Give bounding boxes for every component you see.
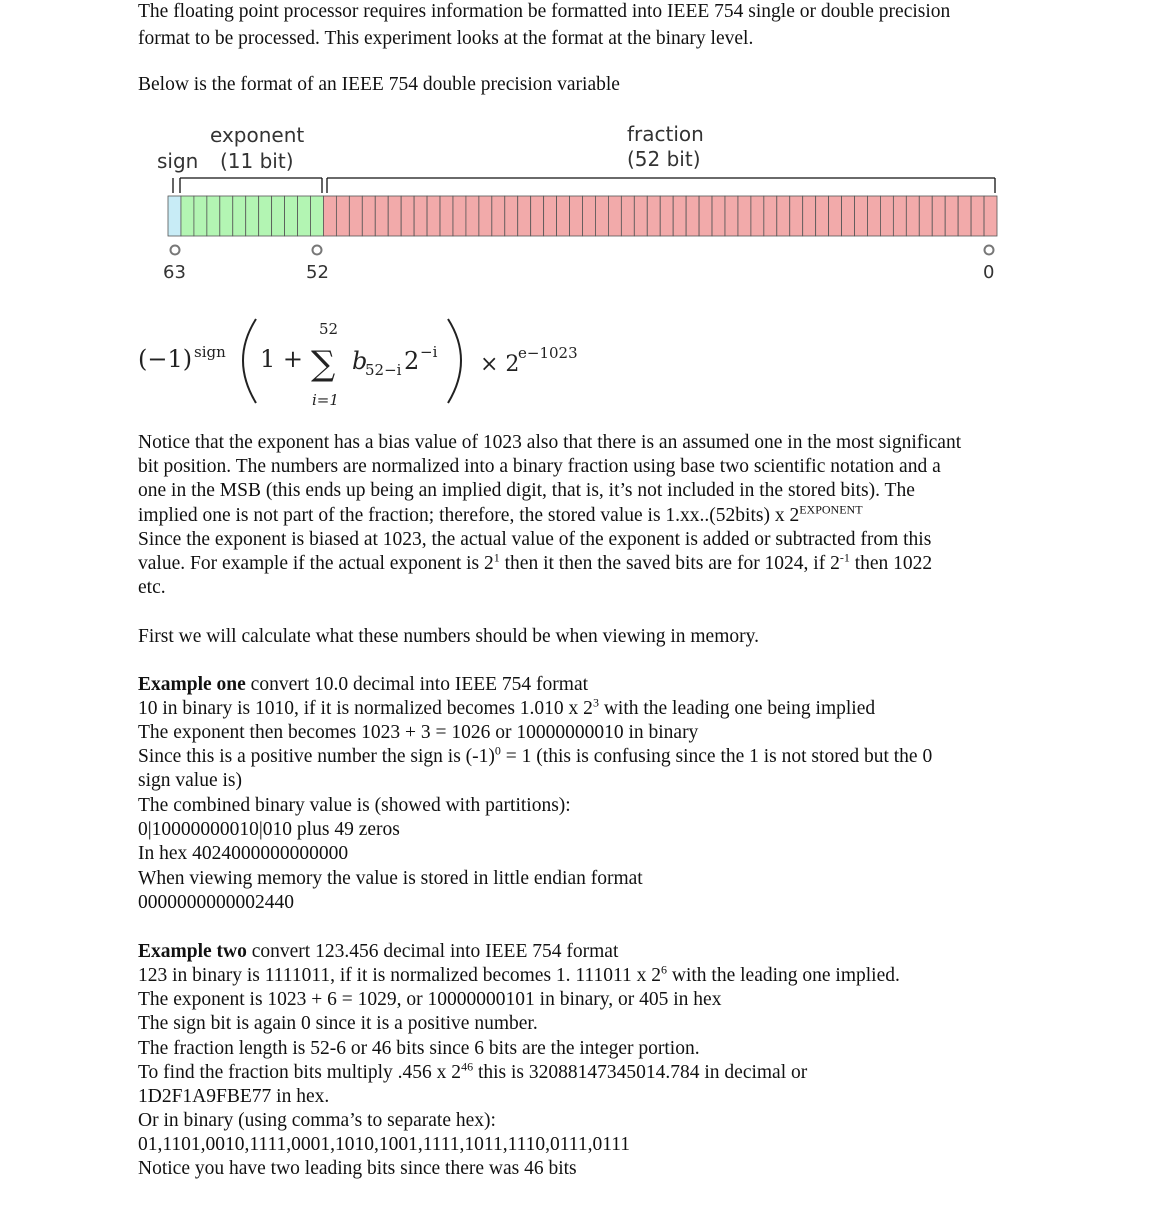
exponent-bit-cell: [207, 196, 220, 236]
sign-bit-cell: [168, 196, 181, 236]
fraction-bit-cell: [855, 196, 868, 236]
bit-63-label: 63: [163, 262, 186, 283]
fraction-bit-cell: [440, 196, 453, 236]
exponent-bit-cell: [285, 196, 298, 236]
fraction-bit-cell: [673, 196, 686, 236]
exponent-bit-cell: [181, 196, 194, 236]
example-two-l6b: this is 32088147345014.784 in decimal or: [473, 1062, 808, 1083]
notice-sup-2: -1: [839, 550, 850, 565]
fraction-bit-cell: [945, 196, 958, 236]
ieee754-bit-diagram: [150, 115, 1010, 290]
example-one-l4b: = 1 (this is confusing since the 1 is not stored but the 0: [500, 746, 933, 767]
fraction-bit-cell: [466, 196, 479, 236]
example-two-line-7: 1D2F1A9FBE77 in hex.: [138, 1086, 330, 1107]
fraction-bit-cell: [492, 196, 505, 236]
format-heading: Below is the format of an IEEE 754 double precision variable: [138, 74, 620, 95]
fraction-bit-cell: [738, 196, 751, 236]
exponent-bit-cell: [246, 196, 259, 236]
fraction-bit-cell: [621, 196, 634, 236]
fraction-bit-cell: [984, 196, 997, 236]
example-two-line-10: Notice you have two leading bits since there was 46 bits: [138, 1158, 577, 1179]
example-one-line-5: sign value is): [138, 770, 242, 791]
example-one-title: [138, 673, 588, 697]
formula-one-plus: 1 +: [260, 345, 304, 373]
example-two-heading: Example two: [138, 941, 247, 962]
fraction-bit-cell: [518, 196, 531, 236]
example-one-heading-rest: convert 10.0 decimal into IEEE 754 format: [245, 674, 589, 695]
example-two-title: [138, 940, 618, 964]
fraction-bit-cell: [880, 196, 893, 236]
formula-left-paren: [243, 319, 256, 403]
notice-line-6: [138, 552, 932, 576]
notice-line-6a: value. For example if the actual exponent is 2: [138, 553, 494, 574]
example-one-line-6: The combined binary value is (showed with partitions):: [138, 795, 571, 816]
fraction-bit-cell: [725, 196, 738, 236]
example-one-line-7: 0|10000000010|010 plus 49 zeros: [138, 819, 400, 840]
fraction-bit-cell: [427, 196, 440, 236]
fraction-bit-cell: [401, 196, 414, 236]
exponent-bits-label: (11 bit): [220, 149, 294, 173]
fraction-bit-cell: [375, 196, 388, 236]
fraction-bit-cell: [544, 196, 557, 236]
fraction-bit-cell: [505, 196, 518, 236]
fraction-bit-cell: [919, 196, 932, 236]
exponent-bit-cell: [298, 196, 311, 236]
field-brackets: [173, 178, 995, 193]
fraction-bit-cell: [647, 196, 660, 236]
fraction-bit-cell: [608, 196, 621, 236]
example-one-l2b: with the leading one being implied: [598, 698, 876, 719]
example-one-sup-0: 0: [494, 743, 501, 758]
value-formula: [138, 315, 608, 415]
example-two-line-6: [138, 1061, 807, 1085]
fraction-bit-cell: [958, 196, 971, 236]
example-two-line-5: The fraction length is 52-6 or 46 bits since 6 bits are the integer portion.: [138, 1038, 700, 1059]
notice-line-6b: then it then the saved bits are for 1024, if 2: [499, 553, 840, 574]
bit-52-marker: [313, 246, 322, 255]
first-line: First we will calculate what these numbers should be when viewing in memory.: [138, 626, 759, 647]
intro-line-2: format to be processed. This experiment looks at the format at the binary level.: [138, 28, 754, 49]
fraction-bit-cell: [790, 196, 803, 236]
formula-sum-lower: i=1: [312, 391, 339, 409]
exponent-label: exponent: [210, 123, 305, 147]
bit-63-marker: [171, 246, 180, 255]
notice-sup-1: 1: [493, 550, 500, 565]
example-two-l6a: To find the fraction bits multiply .456 x 2: [138, 1062, 462, 1083]
formula-two-sup: −i: [420, 343, 438, 361]
fraction-bit-cell: [906, 196, 919, 236]
bit-0-marker: [985, 246, 994, 255]
intro-line-1: The floating point processor requires information be formatted into IEEE 754 single or double precision: [138, 1, 951, 22]
fraction-bit-cell: [453, 196, 466, 236]
formula-two: 2: [404, 347, 420, 375]
notice-line-2: bit position. The numbers are normalized into a binary fraction using base two scientific notation and a: [138, 456, 941, 477]
example-one-line-10: 0000000000002440: [138, 892, 294, 913]
formula-times-two: × 2: [480, 352, 520, 377]
fraction-bit-cell: [531, 196, 544, 236]
notice-line-6c: then 1022: [849, 553, 933, 574]
example-two-sup-6: 6: [661, 962, 667, 977]
bit-cells: [168, 196, 997, 236]
fraction-bit-cell: [557, 196, 570, 236]
fraction-bit-cell: [336, 196, 349, 236]
example-one-line-8: In hex 4024000000000000: [138, 843, 349, 864]
example-two-heading-rest: convert 123.456 decimal into IEEE 754 format: [246, 941, 619, 962]
notice-line-5: Since the exponent is biased at 1023, the actual value of the exponent is added or subtracted from this: [138, 529, 932, 550]
notice-line-1: Notice that the exponent has a bias value of 1023 also that there is an assumed one in the most significant: [138, 432, 962, 453]
fraction-bit-cell: [971, 196, 984, 236]
fraction-bit-cell: [867, 196, 880, 236]
exponent-bit-cell: [310, 196, 323, 236]
formula-b: b: [352, 347, 368, 375]
notice-exponent-sup: EXPONENT: [799, 502, 863, 517]
exponent-bit-cell: [272, 196, 285, 236]
example-two-line-9: 01,1101,0010,1111,0001,1010,1001,1111,1011,1110,0111,0111: [138, 1134, 630, 1155]
formula-sign-sup: sign: [194, 343, 226, 361]
example-two-line-3: The exponent is 1023 + 6 = 1029, or 10000000101 in binary, or 405 in hex: [138, 989, 722, 1010]
notice-line-4: [138, 504, 863, 528]
example-two-line-8: Or in binary (using comma’s to separate hex):: [138, 1110, 496, 1131]
example-one-l2a: 10 in binary is 1010, if it is normalized becomes 1.010 x 2: [138, 698, 593, 719]
fraction-bit-cell: [816, 196, 829, 236]
fraction-bit-cell: [388, 196, 401, 236]
fraction-bit-cell: [323, 196, 336, 236]
example-one-line-2: [138, 697, 875, 721]
fraction-bits-label: (52 bit): [627, 147, 701, 171]
example-two-line-2: [138, 964, 900, 988]
fraction-bit-cell: [932, 196, 945, 236]
fraction-bit-cell: [634, 196, 647, 236]
example-one-line-9: When viewing memory the value is stored in little endian format: [138, 868, 643, 889]
notice-line-3: one in the MSB (this ends up being an implied digit, that is, it’s not included in the stored bits). The: [138, 480, 915, 501]
fraction-bit-cell: [686, 196, 699, 236]
notice-line-7: etc.: [138, 577, 166, 598]
fraction-bit-cell: [570, 196, 583, 236]
fraction-label: fraction: [627, 122, 704, 146]
fraction-bit-cell: [699, 196, 712, 236]
example-two-line-4: The sign bit is again 0 since it is a positive number.: [138, 1013, 538, 1034]
example-two-sup-46: 46: [461, 1059, 474, 1074]
formula-exp-sup: e−1023: [518, 344, 578, 362]
example-one-line-4: [138, 745, 932, 769]
example-one-sup-3: 3: [592, 695, 599, 710]
formula-sum-upper: 52: [319, 320, 339, 338]
fraction-bit-cell: [751, 196, 764, 236]
fraction-bit-cell: [414, 196, 427, 236]
example-one-heading: Example one: [138, 674, 246, 695]
fraction-bit-cell: [777, 196, 790, 236]
example-one-line-3: The exponent then becomes 1023 + 3 = 1026 or 10000000010 in binary: [138, 722, 699, 743]
fraction-bit-cell: [764, 196, 777, 236]
fraction-bit-cell: [660, 196, 673, 236]
notice-line-4-text: implied one is not part of the fraction; therefore, the stored value is 1.xx..(52bits) x 2: [138, 505, 800, 526]
fraction-bit-cell: [583, 196, 596, 236]
sign-label: sign: [157, 149, 199, 173]
fraction-bit-cell: [893, 196, 906, 236]
fraction-bit-cell: [803, 196, 816, 236]
formula-neg-one: (−1): [138, 345, 193, 373]
formula-sigma: ∑: [311, 344, 336, 384]
fraction-bit-cell: [712, 196, 725, 236]
example-two-l2a: 123 in binary is 1111011, if it is normalized becomes 1. 111011 x 2: [138, 965, 661, 986]
fraction-bit-cell: [349, 196, 362, 236]
exponent-bit-cell: [194, 196, 207, 236]
bit-0-label: 0: [983, 262, 995, 283]
exponent-bit-cell: [220, 196, 233, 236]
fraction-bit-cell: [595, 196, 608, 236]
exponent-bit-cell: [233, 196, 246, 236]
fraction-bit-cell: [829, 196, 842, 236]
formula-b-sub: 52−i: [365, 361, 402, 379]
exponent-bit-cell: [259, 196, 272, 236]
fraction-bit-cell: [842, 196, 855, 236]
formula-right-paren: [448, 319, 461, 403]
example-two-l2b: with the leading one implied.: [667, 965, 900, 986]
fraction-bit-cell: [479, 196, 492, 236]
fraction-bit-cell: [362, 196, 375, 236]
bit-52-label: 52: [306, 262, 329, 283]
example-one-l4a: Since this is a positive number the sign is (-1): [138, 746, 495, 767]
